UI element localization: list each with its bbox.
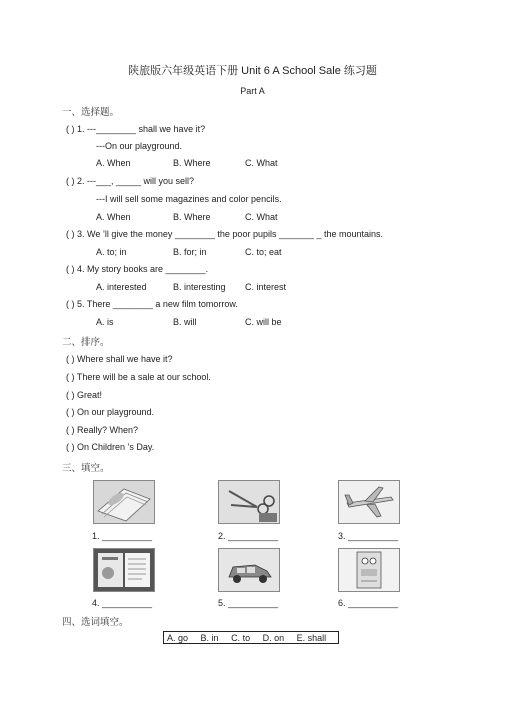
question-5: ( ) 5. There ________ a new film tomorrow. (66, 299, 238, 309)
part-label: Part A (240, 86, 265, 96)
fill-blank: 1. __________ (92, 531, 153, 541)
section-heading-fill: 三、填空。 (62, 463, 110, 474)
q5-option-a: A. is (96, 317, 114, 327)
q5-option-b: B. will (173, 317, 197, 327)
section-heading-order: 二、排序。 (62, 337, 110, 348)
question-3: ( ) 3. We ’ll give the money ________ the poor pupils _______ _ the mountains. (66, 229, 384, 239)
order-line: ( ) On Children ’s Day. (66, 442, 155, 452)
order-line: ( ) Where shall we have it? (66, 354, 173, 364)
question-4: ( ) 4. My story books are ________. (66, 264, 209, 274)
page-title: 陕旅版六年级英语下册 Unit 6 A School Sale 练习题 (128, 65, 377, 77)
word-option: D. on (262, 633, 285, 643)
q5-option-c: C. will be (245, 317, 282, 327)
q1-option-b: B. Where (173, 158, 211, 168)
toy-car-picture (218, 548, 280, 592)
q2-option-c: C. What (245, 212, 278, 222)
scissors-picture (218, 480, 280, 524)
q2-option-a: A. When (96, 212, 131, 222)
q1-option-c: C. What (245, 158, 278, 168)
word-option: A. go (167, 633, 189, 643)
word-option: E. shall (296, 633, 327, 643)
q4-option-a: A. interested (96, 282, 147, 292)
fill-blank: 5. __________ (218, 598, 279, 608)
question-2: ( ) 2. ---___, _____ will you sell? (66, 176, 195, 186)
q4-option-b: B. interesting (173, 282, 226, 292)
q2-option-b: B. Where (173, 212, 211, 222)
order-line: ( ) Great! (66, 390, 103, 400)
fill-blank: 2. __________ (218, 531, 279, 541)
q3-option-b: B. for; in (173, 247, 207, 257)
q4-option-c: C. interest (245, 282, 287, 292)
question-1: ( ) 1. ---________ shall we have it? (66, 124, 206, 134)
word-bank (163, 631, 339, 644)
magazines-picture (93, 480, 155, 524)
word-option: B. in (200, 633, 219, 643)
q3-option-a: A. to; in (96, 247, 127, 257)
order-line: ( ) On our playground. (66, 407, 155, 417)
q1-option-a: A. When (96, 158, 131, 168)
plane-picture (338, 480, 400, 524)
fill-blank: 4. __________ (92, 598, 153, 608)
word-option: C. to (231, 633, 251, 643)
fill-blank: 3. __________ (338, 531, 399, 541)
question-2-answer: ---I will sell some magazines and color pencils. (96, 194, 282, 204)
section-heading-choice: 一、选择题。 (62, 107, 120, 118)
question-1-answer: ---On our playground. (96, 141, 183, 151)
storybook-picture (93, 548, 155, 592)
order-line: ( ) There will be a sale at our school. (66, 372, 211, 382)
fill-blank: 6. __________ (338, 598, 399, 608)
section-heading-word-fill: 四、选词填空。 (62, 617, 129, 628)
q3-option-c: C. to; eat (245, 247, 282, 257)
notebook-picture (338, 548, 400, 592)
order-line: ( ) Really? When? (66, 425, 139, 435)
